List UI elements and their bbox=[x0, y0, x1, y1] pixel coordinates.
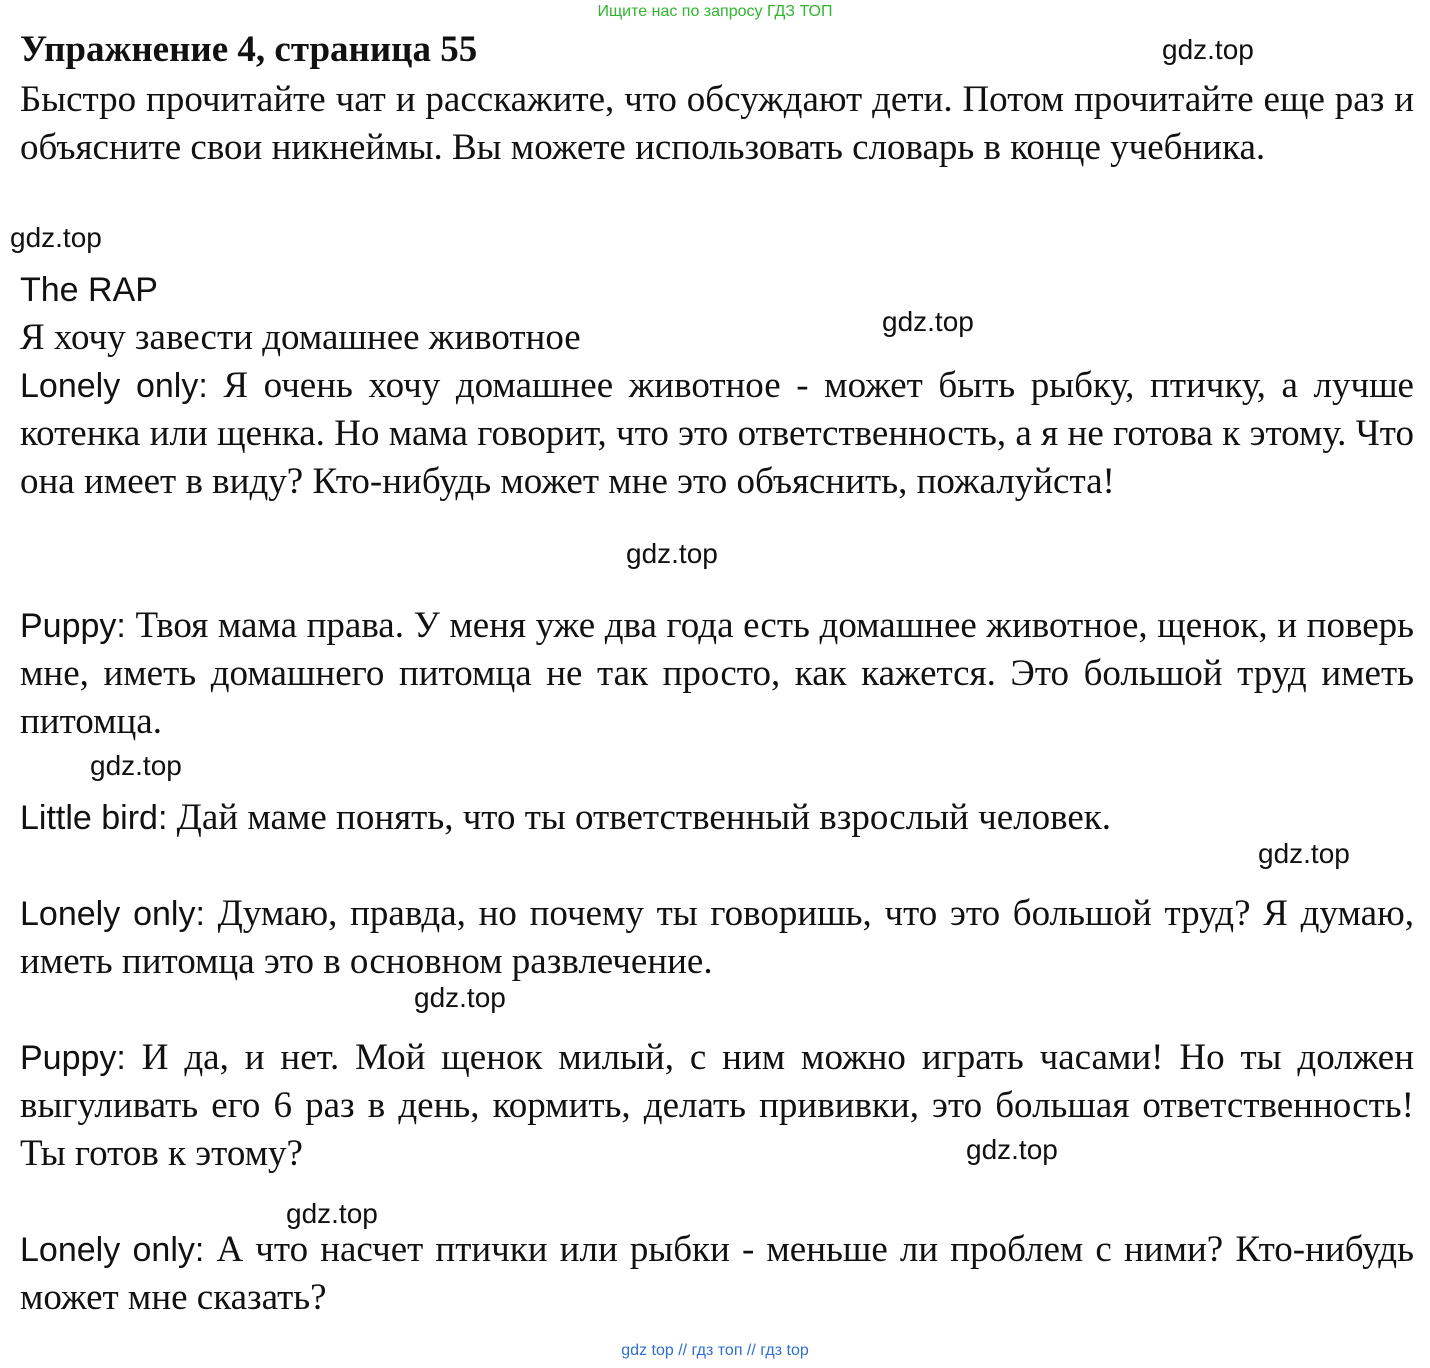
exercise-heading: Упражнение 4, страница 55 bbox=[20, 29, 478, 70]
chat-message bbox=[20, 1034, 1414, 1178]
watermark: gdz.top bbox=[1162, 34, 1254, 65]
chat-message bbox=[20, 890, 1414, 986]
message-text: Дай маме понять, что ты ответственный взрослый человек. bbox=[167, 797, 1111, 838]
watermark: gdz.top bbox=[966, 1134, 1058, 1165]
instruction-text: Быстро прочитайте чат и расскажите, что обсуждают дети. Потом прочитайте еще раз и объясните свои никнеймы. Вы можете использовать словарь в конце учебника. bbox=[20, 79, 1414, 168]
chat-message bbox=[20, 362, 1414, 506]
message-text: Твоя мама права. У меня уже два года есть домашнее животное, щенок, и поверь мне, иметь домашнего питомца не так просто, как кажется. Это большой труд иметь питомца. bbox=[20, 605, 1414, 742]
watermark: gdz.top bbox=[1258, 838, 1350, 869]
bottom-banner[interactable]: gdz top // гдз топ // гдз top bbox=[621, 1342, 809, 1359]
message-speaker: Lonely only: bbox=[20, 367, 208, 405]
message-text: Думаю, правда, но почему ты говоришь, что это большой труд? Я думаю, иметь питомца это в основном развлечение. bbox=[20, 893, 1414, 982]
message-text: И да, и нет. Мой щенок милый, с ним можно играть часами! Но ты должен выгуливать его 6 раз в день, кормить, делать прививки, это большая ответственность! Ты готов к этому? bbox=[20, 1037, 1414, 1174]
chat-message bbox=[20, 794, 1414, 842]
watermark: gdz.top bbox=[10, 222, 102, 253]
message-text: А что насчет птички или рыбки - меньше ли проблем с ними? Кто-нибудь может мне сказать? bbox=[20, 1229, 1414, 1318]
chat-topic: Я хочу завести домашнее животное bbox=[20, 317, 581, 358]
watermark: gdz.top bbox=[286, 1198, 378, 1229]
watermark: gdz.top bbox=[882, 306, 974, 337]
chat-message bbox=[20, 1226, 1414, 1322]
message-speaker: Little bird: bbox=[20, 799, 168, 837]
message-speaker: Puppy: bbox=[20, 1039, 126, 1077]
chat-message bbox=[20, 602, 1414, 746]
message-text: Я очень хочу домашнее животное - может быть рыбку, птичку, а лучше котенка или щенка. Но мама говорит, что это ответственность, а я не готова к этому. Что она имеет в виду? Кто-нибудь может мне это объяснить, пожалуйста! bbox=[20, 365, 1414, 502]
message-speaker: Puppy: bbox=[20, 607, 126, 645]
top-banner[interactable]: Ищите нас по запросу ГДЗ ТОП bbox=[597, 3, 833, 20]
rap-title-text: The RAP bbox=[20, 271, 158, 309]
watermark: gdz.top bbox=[414, 982, 506, 1013]
watermark: gdz.top bbox=[90, 750, 182, 781]
message-speaker: Lonely only: bbox=[20, 895, 205, 933]
message-speaker: Lonely only: bbox=[20, 1231, 205, 1269]
rap-title bbox=[20, 266, 158, 314]
watermark: gdz.top bbox=[626, 538, 718, 569]
